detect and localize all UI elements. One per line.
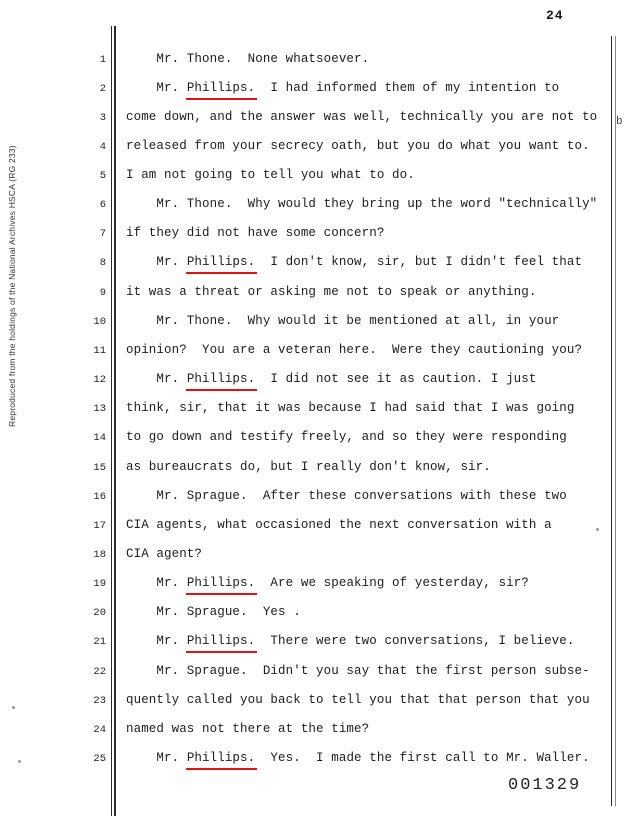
transcript-line [126, 634, 616, 648]
line-number: 2 [99, 83, 106, 95]
transcript-line [126, 664, 616, 678]
archive-side-note: Reproduced from the holdings of the National Archives HSCA (RG 233) [7, 145, 17, 427]
line-text: Mr. Sprague. After these conversations with these two [126, 489, 567, 503]
line-text: CIA agent? [126, 547, 203, 561]
line-text: I don't know, sir, but I didn't feel that [255, 255, 583, 269]
transcript-line [126, 430, 616, 444]
line-number: 11 [93, 345, 106, 357]
line-text: quently called you back to tell you that that person that you [126, 693, 590, 707]
line-text: Are we speaking of yesterday, sir? [255, 576, 529, 590]
transcript-line [126, 489, 616, 503]
line-text: if they did not have some concern? [126, 226, 385, 240]
line-text: Yes. I made the first call to Mr. Waller. [255, 751, 590, 765]
line-text: Mr. Sprague. Didn't you say that the first person subse- [126, 664, 590, 678]
line-text: Mr. Thone. Why would it be mentioned at all, in your [126, 314, 560, 328]
transcript-line [126, 168, 616, 182]
line-text: come down, and the answer was well, technically you are not to [126, 110, 598, 124]
transcript-line [126, 547, 616, 561]
line-text: Mr. Thone. None whatsoever. [126, 52, 370, 66]
transcript-line [126, 605, 616, 619]
transcript-line [126, 81, 616, 95]
line-text: released from your secrecy oath, but you do what you want to. [126, 139, 590, 153]
line-text: Mr. [126, 576, 187, 590]
line-number: 7 [99, 228, 106, 240]
line-text: Mr. Thone. Why would they bring up the word "technically" [126, 197, 598, 211]
line-number: 12 [93, 374, 106, 386]
line-number: 17 [93, 520, 106, 532]
line-number: 19 [93, 578, 106, 590]
line-number: 24 [93, 724, 106, 736]
line-number: 9 [99, 287, 106, 299]
transcript-line [126, 518, 616, 532]
transcript-line [126, 751, 616, 765]
underlined-speaker-name: Phillips. [186, 576, 256, 590]
line-number: 8 [99, 257, 106, 269]
line-text: to go down and testify freely, and so they were responding [126, 430, 567, 444]
left-margin-rule [111, 26, 112, 816]
line-text: think, sir, that it was because I had said that I was going [126, 401, 575, 415]
line-number: 15 [93, 462, 106, 474]
line-number: 25 [93, 753, 106, 765]
line-number: 22 [93, 666, 106, 678]
line-text: Mr. [126, 255, 187, 269]
line-number: 5 [99, 170, 106, 182]
transcript-line [126, 372, 616, 386]
transcript-line [126, 722, 616, 736]
scan-speck [596, 528, 599, 531]
page-number: 24 [546, 8, 564, 23]
scan-speck [12, 706, 15, 709]
transcript-line [126, 110, 616, 124]
line-text: Mr. [126, 372, 187, 386]
transcript-line [126, 460, 616, 474]
line-number: 4 [99, 141, 106, 153]
line-number: 16 [93, 491, 106, 503]
transcript-line [126, 576, 616, 590]
document-stamp-number: 001329 [508, 776, 582, 795]
underlined-speaker-name: Phillips. [186, 255, 256, 269]
underlined-speaker-name: Phillips. [186, 372, 256, 386]
line-text: Mr. [126, 81, 187, 95]
line-text: I did not see it as caution. I just [255, 372, 537, 386]
line-number: 20 [93, 607, 106, 619]
line-number: 23 [93, 695, 106, 707]
scan-speck [18, 760, 21, 763]
line-number: 21 [93, 636, 106, 648]
line-text: I am not going to tell you what to do. [126, 168, 415, 182]
margin-mark: b [616, 116, 623, 128]
line-text: as bureaucrats do, but I really don't know, sir. [126, 460, 491, 474]
underlined-speaker-name: Phillips. [186, 751, 256, 765]
line-number: 14 [93, 432, 106, 444]
transcript-line [126, 226, 616, 240]
underlined-speaker-name: Phillips. [186, 634, 256, 648]
line-text: it was a threat or asking me not to speak or anything. [126, 285, 537, 299]
line-text: I had informed them of my intention to [255, 81, 560, 95]
line-text: opinion? You are a veteran here. Were they cautioning you? [126, 343, 583, 357]
line-text: There were two conversations, I believe. [255, 634, 575, 648]
transcript-line [126, 285, 616, 299]
transcript-line [126, 693, 616, 707]
left-margin-rule-double [114, 26, 116, 816]
line-text: Mr. Sprague. Yes . [126, 605, 301, 619]
line-text: Mr. [126, 751, 187, 765]
transcript-line [126, 401, 616, 415]
line-number: 18 [93, 549, 106, 561]
line-number: 13 [93, 403, 106, 415]
transcript-line [126, 197, 616, 211]
line-number: 1 [99, 54, 106, 66]
transcript-line [126, 139, 616, 153]
transcript-line [126, 255, 616, 269]
underlined-speaker-name: Phillips. [186, 81, 256, 95]
line-number: 6 [99, 199, 106, 211]
line-text: named was not there at the time? [126, 722, 370, 736]
transcript-line [126, 314, 616, 328]
line-number: 3 [99, 112, 106, 124]
line-text: CIA agents, what occasioned the next conversation with a [126, 518, 552, 532]
line-text: Mr. [126, 634, 187, 648]
transcript-line [126, 52, 616, 66]
transcript-line [126, 343, 616, 357]
line-number: 10 [93, 316, 106, 328]
